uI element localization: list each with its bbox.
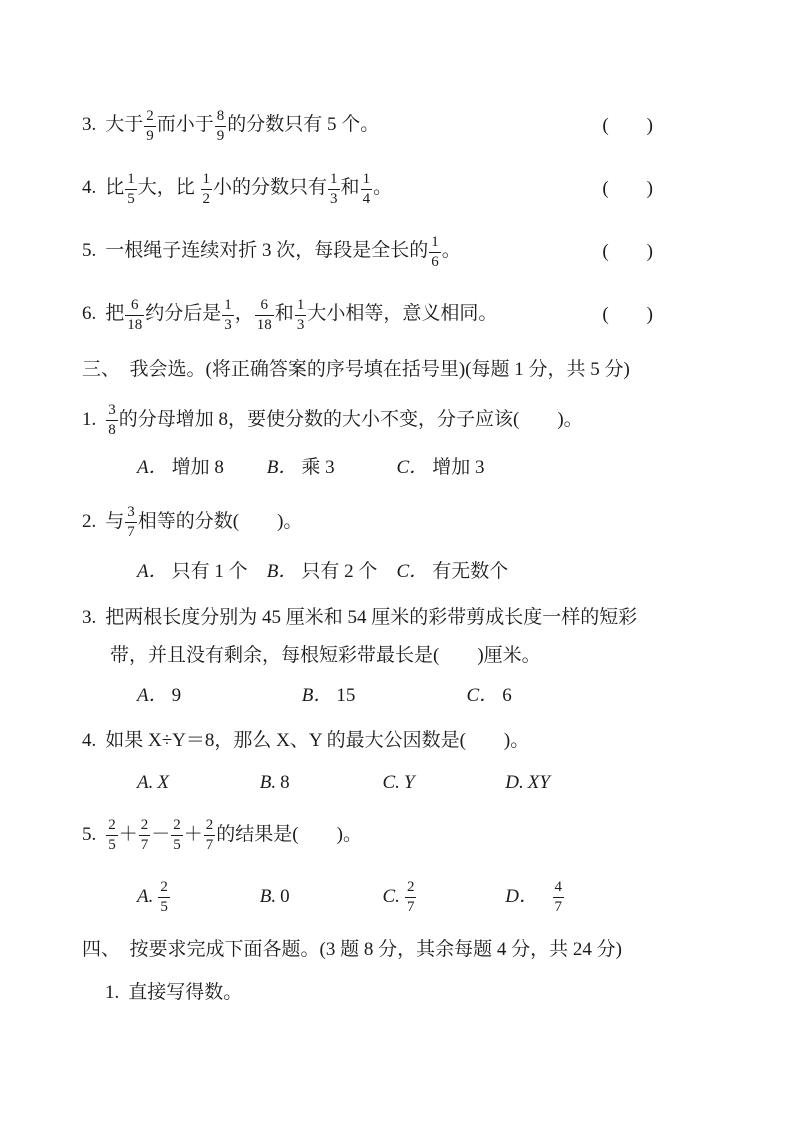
option-letter: B. [259, 772, 277, 793]
option-b[interactable] [267, 560, 392, 584]
option-d[interactable] [505, 873, 623, 921]
answer-blank[interactable]: ( ) [602, 304, 653, 325]
option-letter: A． [137, 561, 168, 582]
option-letter: C． [396, 561, 429, 582]
question-number: 6. [82, 303, 97, 325]
choice-question-2-options [137, 560, 653, 584]
option-label: 9 [171, 685, 182, 706]
question-number: 1. [82, 409, 97, 430]
answer-blank[interactable]: ( ) [602, 241, 653, 262]
option-a[interactable] [137, 684, 297, 708]
option-letter: A． [137, 685, 168, 706]
question-text: 3. 大于 $\frac{2}{9}$ 而小于 $\frac{8}{9}$ 的分数只有 5 个。 [82, 107, 380, 144]
choice-question-3-line2: 带，并且没有剩余，每根短彩带最长是( )厘米。 [110, 645, 541, 666]
option-letter: B． [266, 561, 298, 582]
fraction: $\frac{1}{6}$ [431, 233, 439, 270]
choice-question-1: 1. $\frac{3}{8}$ 的分母增加 8，要使分数的大小不变，分子应该( )。 [82, 402, 583, 439]
choice-question-3: 3. 把两根长度分别为 45 厘米和 54 厘米的彩带剪成长度一样的短彩 [82, 607, 638, 628]
option-c[interactable] [383, 771, 501, 795]
choice-question-5: 5. $\frac{2}{5}$ ＋ $\frac{2}{7}$ － $\frac{2}{5}$ ＋ $\frac{2}{7}$ 的结果是( )。 [82, 817, 362, 854]
fraction: $\frac{6}{18}$ [256, 296, 272, 333]
option-a[interactable] [137, 456, 262, 480]
fraction: $\frac{1}{3}$ [330, 170, 338, 207]
tf-question-6 [82, 291, 653, 339]
option-d[interactable] [505, 771, 623, 795]
choice-question-4: 4. 如果 X÷Y＝8，那么 X、Y 的最大公因数是( )。 [82, 730, 530, 751]
fraction: $\frac{2}{7}$ [205, 817, 214, 854]
fraction: $\frac{6}{18}$ [127, 296, 143, 333]
option-letter: C． [466, 685, 499, 706]
option-label: 只有 1 个 [171, 561, 248, 582]
fraction: $\frac{3}{7}$ [127, 504, 135, 541]
question-number: 3. [82, 114, 97, 136]
fraction: $\frac{8}{9}$ [216, 107, 225, 144]
option-b[interactable] [260, 771, 378, 795]
option-label: 有无数个 [432, 561, 509, 582]
option-label [157, 879, 171, 916]
option-label: Y [403, 772, 415, 793]
option-label: XY [527, 772, 550, 793]
option-c[interactable] [397, 456, 522, 480]
option-b[interactable] [267, 456, 392, 480]
work-item-1 [105, 981, 653, 1005]
option-letter: D. [505, 772, 524, 793]
fraction: $\frac{2}{5}$ [108, 817, 116, 854]
option-letter: C. [382, 886, 400, 907]
question-number: 1. [105, 982, 120, 1003]
option-label: 乘 3 [301, 457, 335, 478]
option-label [404, 879, 418, 916]
option-letter: D． [505, 886, 529, 907]
fraction: $\frac{3}{8}$ [108, 402, 116, 439]
fraction: $\frac{2}{9}$ [146, 107, 154, 144]
choice-question-4-options [137, 771, 653, 795]
option-letter: B． [266, 457, 298, 478]
option-label: 0 [280, 886, 290, 907]
option-letter: B． [301, 685, 333, 706]
fraction: $\frac{1}{3}$ [224, 296, 232, 333]
option-letter: C. [382, 772, 400, 793]
question-number: 3. [82, 607, 97, 628]
section-heading-choice: 三、 我会选。(将正确答案的序号填在括号里)(每题 1 分，共 5 分) [82, 359, 630, 380]
fraction: $\frac{1}{5}$ [127, 170, 135, 207]
option-label: X [157, 772, 169, 793]
option-label: 6 [502, 685, 512, 706]
question-text: 5. 一根绳子连续对折 3 次，每段是全长的 $\frac{1}{6}$ 。 [82, 233, 461, 270]
choice-question-3-options [137, 684, 653, 708]
answer-blank[interactable]: ( ) [602, 115, 653, 136]
tf-question-3 [82, 102, 653, 150]
option-a[interactable] [137, 873, 255, 921]
answer-blank[interactable]: ( ) [602, 178, 653, 199]
question-number: 5. [82, 240, 97, 262]
option-a[interactable] [137, 560, 262, 584]
fraction: $\frac{1}{3}$ [296, 296, 305, 333]
tf-question-4 [82, 165, 653, 213]
option-letter: A. [137, 886, 154, 907]
option-c[interactable] [467, 684, 627, 708]
fraction: $\frac{4}{7}$ [554, 879, 562, 916]
fraction: $\frac{2}{5}$ [173, 817, 181, 854]
choice-question-2: 2. 与 $\frac{3}{7}$ 相等的分数( )。 [82, 504, 303, 541]
option-b[interactable] [260, 873, 378, 921]
option-c[interactable] [397, 560, 522, 584]
option-letter: A． [137, 457, 168, 478]
question-number: 4. [82, 177, 97, 199]
question-text: 4. 比 $\frac{1}{5}$ 大，比 $\frac{1}{2}$ 小的分数只有 $\frac{1}{3}$ 和 $\frac{1}{4}$ 。 [82, 170, 393, 207]
fraction: $\frac{1}{2}$ [202, 170, 211, 207]
fraction: $\frac{2}{7}$ [140, 817, 149, 854]
tf-question-5 [82, 228, 653, 276]
question-number: 2. [82, 511, 97, 532]
option-label: 增加 3 [432, 457, 485, 478]
fraction: $\frac{1}{4}$ [362, 170, 371, 207]
option-letter: C． [396, 457, 429, 478]
option-label: 增加 8 [171, 457, 224, 478]
option-label: 8 [280, 772, 290, 793]
option-label: 只有 2 个 [301, 561, 378, 582]
option-letter: B. [259, 886, 277, 907]
option-letter: A. [137, 772, 154, 793]
question-number: 4. [82, 730, 97, 751]
fraction: $\frac{2}{5}$ [160, 879, 168, 916]
question-number: 5. [82, 824, 97, 845]
question-text: 6. 把 $\frac{6}{18}$ 约分后是 $\frac{1}{3}$ ， $\frac{6}{18}$ 和 $\frac{1}{3}$ 大小相等，意义相同。 [82, 296, 498, 333]
option-c[interactable] [383, 873, 501, 921]
work-item-text: 直接写得数。 [128, 982, 243, 1003]
fraction: $\frac{2}{7}$ [406, 879, 415, 916]
choice-question-1-options [137, 456, 653, 480]
option-label [532, 879, 565, 916]
section-heading-work: 四、 按要求完成下面各题。(3 题 8 分，其余每题 4 分，共 24 分) [82, 939, 622, 960]
option-a[interactable] [137, 771, 255, 795]
option-b[interactable] [302, 684, 462, 708]
option-label: 15 [336, 685, 356, 706]
choice-question-5-options [137, 873, 653, 921]
